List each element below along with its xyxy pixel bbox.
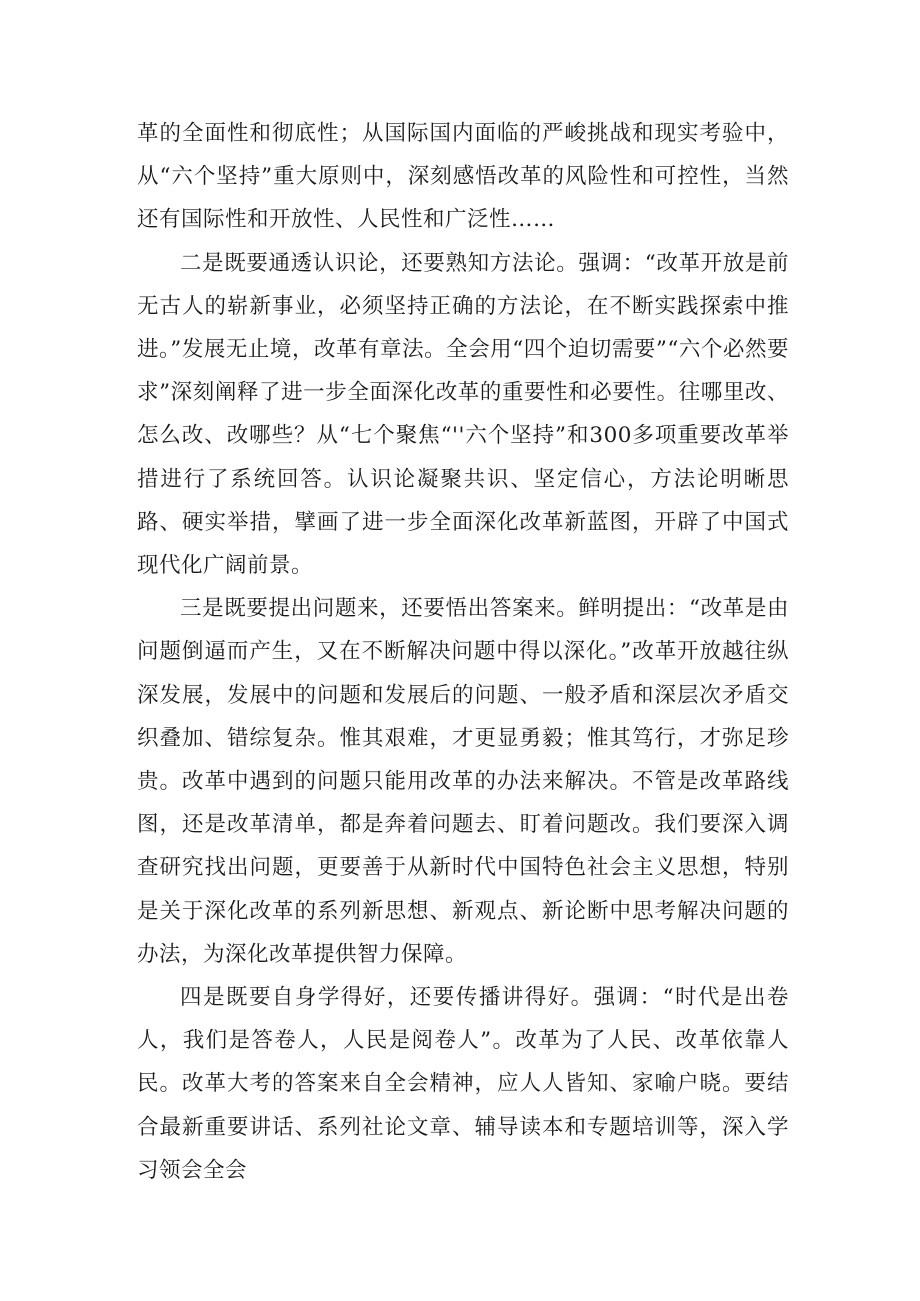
paragraph-method: 二是既要通透认识论，还要熟知方法论。强调：“改革开放是前无古人的崭新事业，必须坚持正确的方法论，在不断实践探索中推进。”发展无止境，改革有章法。全会用“四个迫切需要”“六个必然要求”深刻阐释了进一步全面深化改革的重要性和必要性。往哪里改、怎么改、改哪些？从“七个聚焦“''六个坚持”和300多项重要改革举措进行了系统回答。认识论凝聚共识、坚定信心，方法论明晰思路、硬实举措，擘画了进一步全面深化改革新蓝图，开辟了中国式现代化广阔前景。 [137, 250, 789, 579]
paragraph-continuation: 革的全面性和彻底性；从国际国内面临的严峻挑战和现实考验中，从“六个坚持”重大原则中，深刻感悟改革的风险性和可控性，当然还有国际性和开放性、人民性和广泛性…… [137, 121, 789, 233]
document-body [137, 112, 789, 1192]
paragraph-problem: 三是既要提出问题来，还要悟出答案来。鲜明提出：“改革是由问题倒逼而产生，又在不断解决问题中得以深化。”改革开放越往纵深发展，发展中的问题和发展后的问题、一般矛盾和深层次矛盾交织叠加、错综复杂。惟其艰难，才更显勇毅；惟其笃行，才弥足珍贵。改革中遇到的问题只能用改革的办法来解决。不管是改革路线图，还是改革清单，都是奔着问题去、盯着问题改。我们要深入调查研究找出问题，更要善于从新时代中国特色社会主义思想，特别是关于深化改革的系列新思想、新观点、新论断中思考解决问题的办法，为深化改革提供智力保障。 [137, 596, 789, 967]
paragraph-learning: 四是既要自身学得好，还要传播讲得好。强调：“时代是出卷人，我们是答卷人，人民是阅卷人”。改革为了人民、改革依靠人民。改革大考的答案来自全会精神，应人人皆知、家喻户晓。要结合最新重要讲话、系列社论文章、辅导读本和专题培训等，深入学习领会全会 [137, 985, 789, 1183]
